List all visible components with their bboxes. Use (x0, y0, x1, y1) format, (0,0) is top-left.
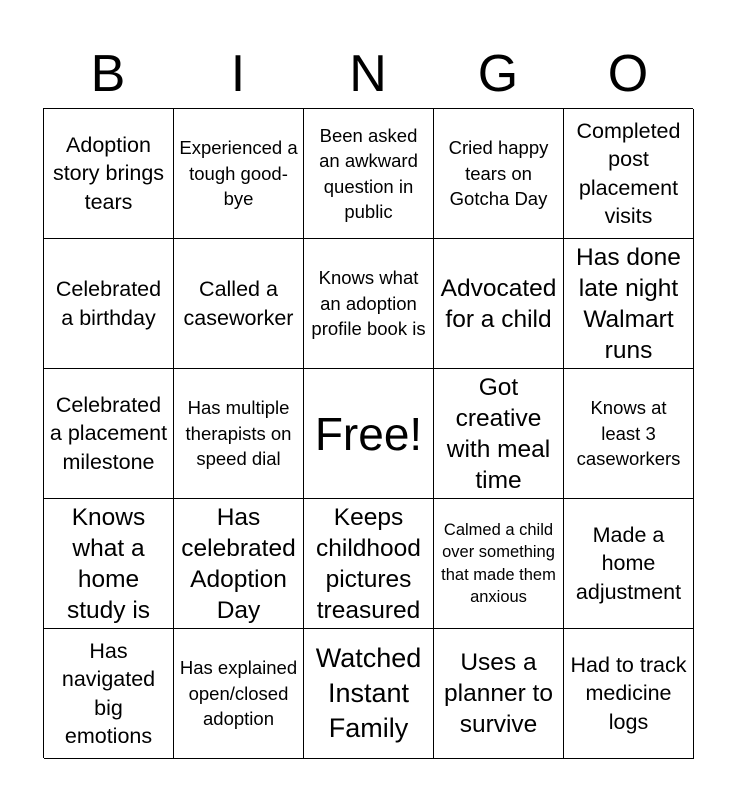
bingo-cell[interactable] (44, 629, 174, 759)
bingo-cell-text: Made a home adjustment (575, 522, 682, 604)
bingo-cell[interactable] (304, 239, 434, 369)
free-space-text: Free! (314, 407, 423, 460)
bingo-cell-text: Has multiple therapists on speed dial (185, 397, 292, 470)
bingo-cell-text: Has explained open/closed adoption (179, 657, 298, 730)
bingo-cell-text: Cried happy tears on Gotcha Day (448, 137, 549, 210)
bingo-cell[interactable] (304, 499, 434, 629)
bingo-cell[interactable] (564, 629, 694, 759)
bingo-cell-text: Watched Instant Family (315, 643, 422, 743)
bingo-cell-text: Has navigated big emotions (61, 638, 156, 748)
bingo-cell[interactable] (304, 629, 434, 759)
bingo-cell[interactable] (44, 499, 174, 629)
bingo-cell-text: Completed post placement visits (576, 118, 681, 228)
bingo-cell-text: Has done late night Walmart runs (576, 243, 681, 364)
bingo-cell[interactable] (434, 629, 564, 759)
bingo-board (43, 108, 693, 758)
bingo-cell[interactable] (174, 369, 304, 499)
bingo-cell-text: Advocated for a child (440, 274, 557, 333)
bingo-cell[interactable] (434, 499, 564, 629)
header-letter-g: G (477, 45, 519, 103)
bingo-cell-text: Got creative with meal time (446, 373, 551, 494)
bingo-cell[interactable] (564, 239, 694, 369)
bingo-cell-text: Called a caseworker (183, 277, 294, 330)
bingo-cell[interactable] (434, 369, 564, 499)
bingo-cell-text: Knows at least 3 caseworkers (576, 397, 681, 470)
bingo-cell-text: Knows what a home study is (66, 503, 151, 624)
bingo-cell-text: Celebrated a birthday (55, 277, 162, 330)
bingo-cell-text: Celebrated a placement milestone (49, 392, 168, 474)
bingo-cell[interactable] (174, 239, 304, 369)
bingo-cell-text: Had to track medicine logs (570, 652, 687, 734)
bingo-cell[interactable] (304, 109, 434, 239)
bingo-cell[interactable] (174, 109, 304, 239)
bingo-cell-text: Experienced a tough good-bye (179, 137, 298, 210)
header-letter-o: O (607, 45, 649, 103)
bingo-cell-text: Keeps childhood pictures treasured (316, 503, 421, 624)
bingo-cell-text: Calmed a child over something that made them anxious (441, 520, 556, 606)
header-letter-n: N (349, 45, 387, 103)
bingo-cell[interactable] (564, 369, 694, 499)
bingo-cell[interactable] (564, 109, 694, 239)
bingo-cell[interactable] (44, 109, 174, 239)
bingo-cell-text: Knows what an adoption profile book is (311, 267, 426, 340)
header-letter-b: B (90, 45, 126, 103)
bingo-cell-text: Uses a planner to survive (444, 649, 553, 738)
bingo-cell-text: Adoption story brings tears (52, 132, 165, 214)
bingo-cell-text: Been asked an awkward question in public (319, 124, 418, 222)
bingo-header (43, 40, 693, 108)
bingo-cell[interactable] (174, 629, 304, 759)
bingo-cell[interactable] (44, 239, 174, 369)
bingo-cell[interactable] (434, 239, 564, 369)
bingo-cell[interactable] (564, 499, 694, 629)
bingo-cell[interactable] (44, 369, 174, 499)
header-letter-i: I (230, 45, 246, 103)
free-space-cell[interactable] (304, 369, 434, 499)
bingo-cell-text: Has celebrated Adoption Day (181, 503, 296, 624)
bingo-cell[interactable] (434, 109, 564, 239)
bingo-cell[interactable] (174, 499, 304, 629)
